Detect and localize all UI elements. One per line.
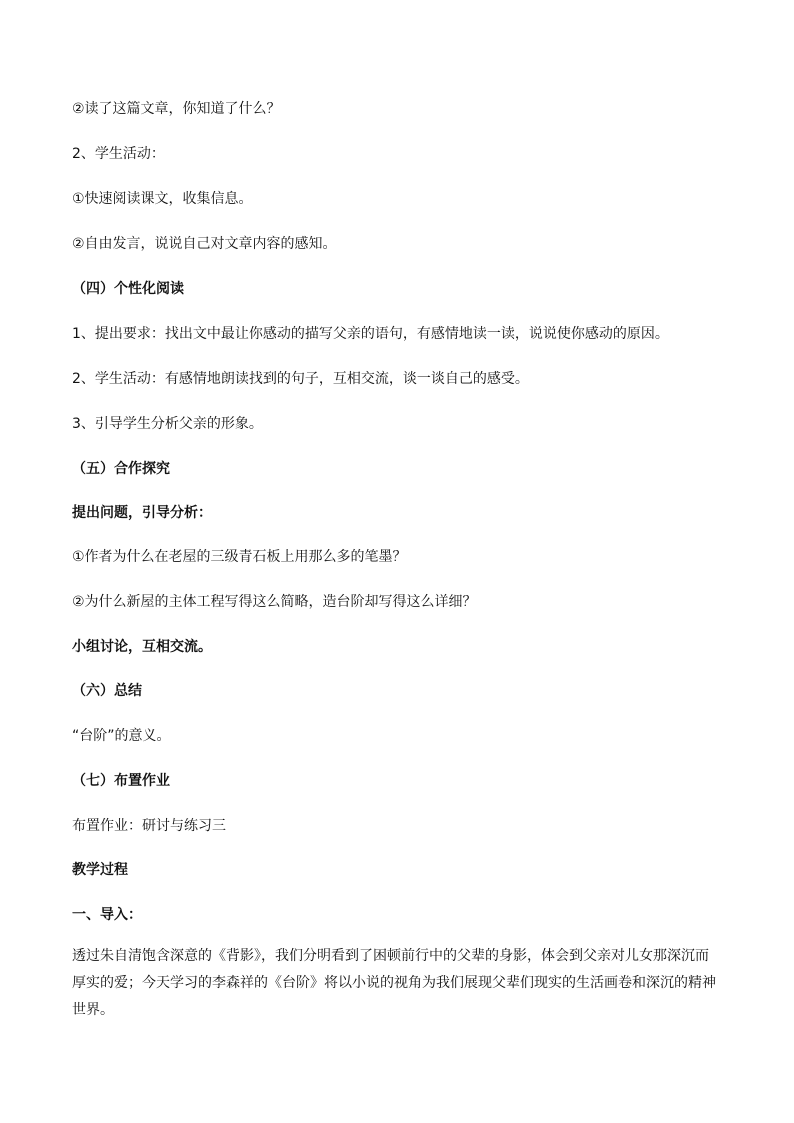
text-line: 2、学生活动： <box>72 146 165 162</box>
section-heading: （五）合作探究 <box>72 461 170 477</box>
bold-text-line: 提出问题，引导分析： <box>72 505 212 521</box>
text-line: ②读了这篇文章，你知道了什么？ <box>72 101 281 117</box>
text-line: “台阶”的意义。 <box>72 728 171 744</box>
section-heading: （七）布置作业 <box>72 773 170 789</box>
section-heading: （六）总结 <box>72 683 142 699</box>
text-line: ②自由发言，说说自己对文章内容的感知。 <box>72 236 337 252</box>
text-line: ①快速阅读课文，收集信息。 <box>72 191 253 207</box>
text-line: 3、引导学生分析父亲的形象。 <box>72 416 263 432</box>
text-line: 2、学生活动：有感情地朗读找到的句子，互相交流，谈一谈自己的感受。 <box>72 371 529 387</box>
text-line: ②为什么新屋的主体工程写得这么简略，造台阶却写得这么详细？ <box>72 594 477 610</box>
text-line: ①作者为什么在老屋的三级青石板上用那么多的笔墨？ <box>72 549 407 565</box>
text-line: 1、提出要求：找出文中最让你感动的描写父亲的语句，有感情地读一读，说说使你感动的原因。 <box>72 326 669 342</box>
section-heading: （四）个性化阅读 <box>72 281 184 297</box>
section-heading: 一、导入： <box>72 907 142 923</box>
body-paragraph: 透过朱自清饱含深意的《背影》，我们分明看到了困顿前行中的父辈的身影，体会到父亲对儿女那深沉而厚实的爱；今天学习的李森祥的《台阶》将以小说的视角为我们展现父辈们现实的生活画卷和深沉的精神世界。 <box>72 948 716 1018</box>
section-heading: 教学过程 <box>72 862 128 878</box>
bold-text-line: 小组讨论，互相交流。 <box>72 639 212 655</box>
text-line: 布置作业：研讨与练习三 <box>72 818 226 834</box>
